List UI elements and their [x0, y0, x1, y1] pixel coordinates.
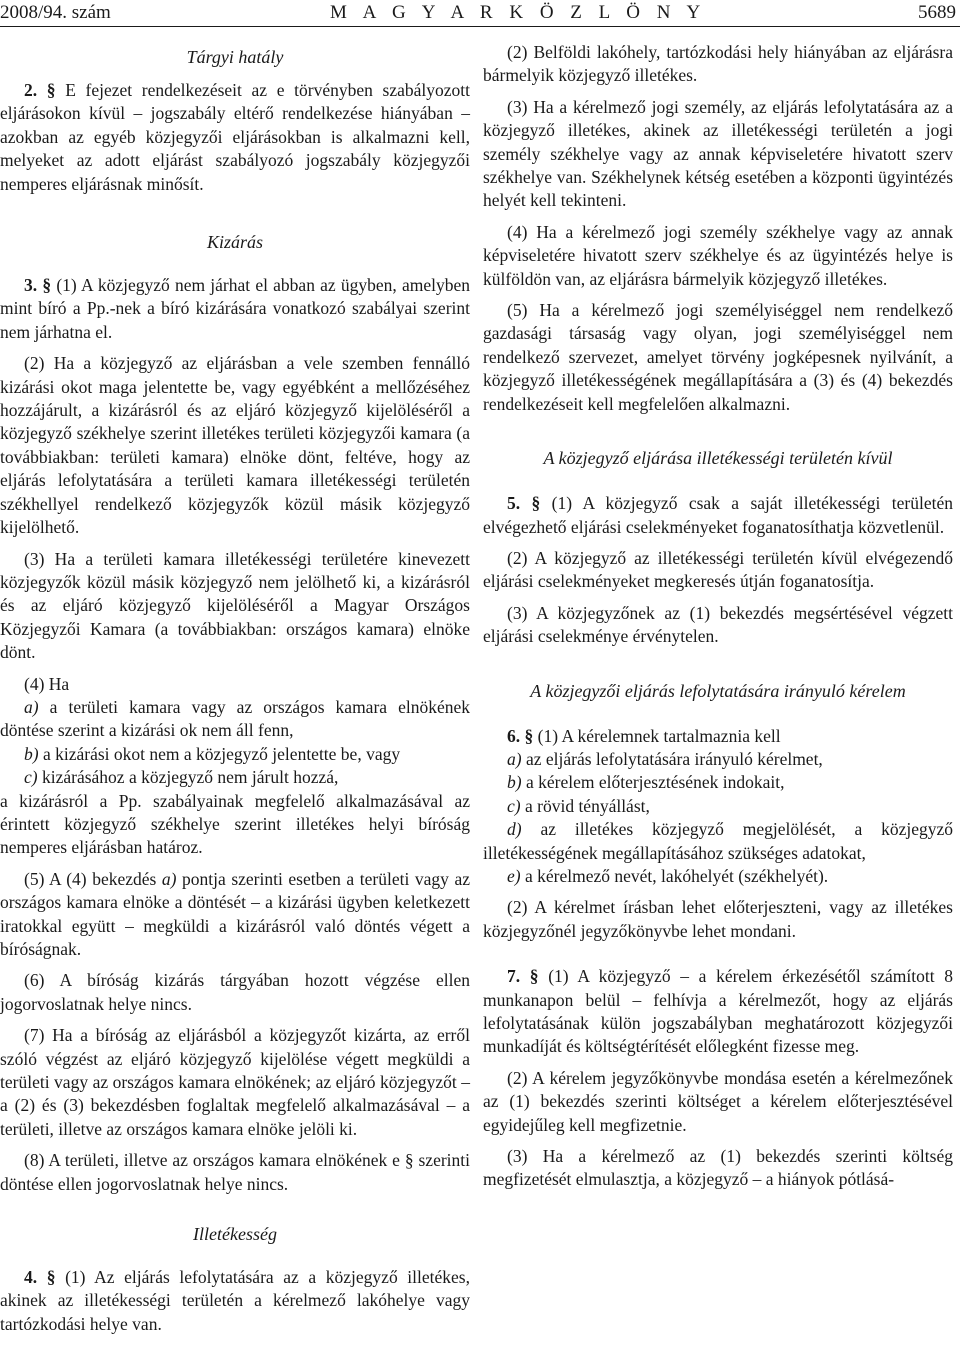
section-7-number: 7. § — [507, 966, 539, 987]
page-number: 5689 — [918, 2, 956, 23]
item-letter: c) — [24, 767, 38, 788]
section-6-a — [483, 748, 953, 771]
section-3-7: (7) Ha a bíróság az eljárásból a közjegyzőt kizárta, az erről szóló végzést az eljáró közjegyző kijelölése végett megküldi a területi vagy az országos kamara elnökének; az eljáró közjegyzőt – a (2) és (3) bekezdésben foglaltak megfelelő alkalmazásával – a területi, illetve az országos kamara elnöke jelöli ki. — [0, 1025, 470, 1139]
section-4-number: 4. § — [24, 1267, 56, 1288]
section-7-1 — [483, 965, 953, 1059]
page-header — [0, 0, 960, 26]
item-letter: d) — [507, 819, 522, 840]
section-5-number: 5. § — [507, 493, 541, 514]
section-6-b — [483, 771, 953, 794]
section-2-number: 2. § — [24, 80, 56, 100]
section-2-text: E fejezet rendelkezéseit az e törvényben szabályozott eljárásokon kívül – jogszabály eltérő rendelkezése hiányában – azokban az egyéb közjegyzői eljárásokban is alkalmazni kell, melyeket az adott eljárást szabályozó jogszabály közjegyzői nemperes eljárásnak minősít. — [0, 80, 470, 194]
heading-illetekessegi-teruleten-kivul: A közjegyző eljárása illetékességi területén kívül — [543, 448, 893, 469]
section-4-3: (3) Ha a kérelmező jogi személy, az eljárás lefolytatására az a közjegyző illetékes, akinek az illetékességi területén a jogi személy székhelye vagy az annak képviseletére hivatott szerv székhelye van. Székhelynek kétség esetében a központi ügyintézés helyét kell tekinteni. — [483, 96, 953, 211]
item-letter: b) — [24, 743, 39, 764]
section-6-2: (2) A kérelmet írásban lehet előterjeszteni, vagy az illetékes közjegyzőnél jegyzőkönyvbe lehet mondani. — [483, 897, 953, 941]
section-2 — [0, 79, 470, 196]
section-4-2: (2) Belföldi lakóhely, tartózkodási hely hiányában az eljárásra bármelyik közjegyző illetékes. — [483, 42, 953, 86]
section-7-3: (3) Ha a kérelmező az (1) bekezdés szerinti költség megfizetését elmulasztja, a közjegyző – a hiányok pótlásá- — [483, 1146, 953, 1190]
item-letter: a) — [507, 748, 522, 769]
item-letter: b) — [507, 772, 522, 793]
section-3-6: (6) A bíróság kizárás tárgyában hozott végzése ellen jogorvoslatnak helye nincs. — [0, 970, 470, 1014]
header-rule — [0, 26, 960, 27]
section-7-2: (2) A kérelem jegyzőkönyvbe mondása esetén a kérelmezőnek az (1) bekezdés szerinti költséget a kérelem előterjesztésével egyidejűleg kell megfizetnie. — [483, 1067, 953, 1135]
heading-targyi-hataly: Tárgyi hatály — [186, 47, 284, 67]
section-3-1 — [0, 274, 470, 344]
heading-kizaras: Kizárás — [206, 232, 264, 253]
item-text: az eljárás lefolytatására irányuló kérelmet, — [525, 748, 823, 769]
section-4-1-text: (1) Az eljárás lefolytatására az a közjegyző illetékes, akinek az illetékességi területén a kérelmező lakóhelye vagy tartózkodási helye van. — [0, 1267, 470, 1334]
item-text: az illetékes közjegyző megjelölését, a közjegyző illetékességének megállapításához szükséges adatokat, — [483, 819, 953, 863]
right-column — [483, 41, 953, 1200]
section-3-1-text: (1) A közjegyző nem járhat el abban az ügyben, amelyben mint bíró a Pp.-nek a bíró kizárására vonatkozó szabályai szerint nem járhatna el. — [0, 275, 471, 342]
item-text: a területi kamara vagy az országos kamara elnökének döntése szerint a kizárási ok nem áll fenn, — [0, 696, 471, 741]
item-text: a rövid tényállást, — [524, 795, 650, 816]
section-6-d — [483, 818, 953, 865]
section-3-4-a — [0, 696, 470, 743]
section-7-1-text: (1) A közjegyző – a kérelem érkezésétől számított 8 munkanapon belül – felhívja a kérelmezőt, hogy az eljárás lefolytatásának külön jogszabályban meghatározott közjegyzői munkadíját és költségtérítését előlegként fizesse meg. — [483, 966, 954, 1057]
section-5-1-text: (1) A közjegyző csak a saját illetékességi területén elvégezhető eljárási cselekményeket foganatosíthatja közvetlenül. — [483, 493, 954, 537]
section-6-c — [483, 795, 953, 818]
item-text: a kérelmező nevét, lakóhelyét (székhelyét). — [524, 865, 829, 886]
heading-illetekesseg: Illetékesség — [193, 1224, 277, 1245]
section-6-1-text: (1) A kérelemnek tartalmaznia kell — [537, 725, 781, 746]
item-letter: a) — [24, 696, 39, 717]
section-3-3: (3) Ha a területi kamara illetékességi területére kinevezett közjegyzők közül másik közjegyző nem jelölhető ki, a kizárásról és az eljáró közjegyző kijelöléséről a Magyar Országos Közjegyzői Kamara (a továbbiakban: országos kamara) elnöke dönt. — [0, 548, 470, 663]
section-6-number: 6. § — [507, 725, 534, 746]
journal-title: M A G Y A R K Ö Z L Ö N Y — [330, 2, 707, 23]
section-3-4-intro: (4) Ha — [24, 673, 70, 694]
section-3-2: (2) Ha a közjegyző az eljárásban a vele szemben fennálló kizárási okot maga jelentette be, vagy egyébként a mellőzéséhez hozzájárult, a kizárásról és az eljáró közjegyző kijelöléséről a közjegyző székhelye szerint illetékes területi közjegyzői kamara (a továbbiakban: területi kamara) elnöke dönt, feltéve, hogy az eljárás lefolytatására a területi kamara illetékességi területén székhellyel rendelkező közjegyzők közül másik közjegyző kijelölhető. — [0, 353, 470, 538]
section-5-2: (2) A közjegyző az illetékességi területén kívül elvégezendő eljárási cselekményeket megkeresés útján foganatosítja. — [483, 547, 953, 592]
section-4-5: (5) Ha a kérelmező jogi személyiséggel nem rendelkező gazdasági társaság vagy olyan, jogi személyiséggel nem rendelkező szervezet, amelyet törvény jogképesnek nyilvánít, a közjegyző illetékességének megállapítására a (3) és (4) bekezdés rendelkezéseit kell megfelelően alkalmazni. — [483, 300, 953, 414]
section-6-e — [483, 865, 953, 888]
section-3-5 — [0, 868, 470, 962]
section-3-8: (8) A területi, illetve az országos kamara elnökének e § szerinti döntése ellen jogorvoslatnak helye nincs. — [0, 1150, 470, 1194]
item-letter: e) — [507, 865, 521, 886]
item-text: a kizárási okot nem a közjegyző jelentette be, vagy — [42, 743, 401, 764]
section-3-4-b — [0, 743, 470, 766]
left-column — [0, 41, 470, 1344]
section-6-1 — [483, 725, 953, 748]
section-3-4-tail: a kizárásról a Pp. szabályainak megfelelő alkalmazásával az érintett közjegyző székhelye szerint illetékes helyi bíróság nemperes eljárásban határoz. — [0, 790, 470, 858]
item-letter: a) — [161, 868, 177, 889]
section-3-5-pre: (5) A (4) bekezdés — [24, 868, 157, 889]
section-3-5-post: pontja szerinti esetben a területi vagy az országos kamara elnöke a döntését – a kizárási ügyben keletkezett iratokkal együtt – megküldi a kizárásról való döntés végett a bíróságnak. — [0, 868, 470, 959]
item-letter: c) — [507, 795, 521, 816]
section-4-1 — [0, 1266, 470, 1336]
section-5-1 — [483, 492, 953, 539]
section-3-number: 3. § — [24, 275, 52, 296]
heading-kerelem: A közjegyzői eljárás lefolytatására irányuló kérelem — [530, 680, 906, 701]
item-text: a kérelem előterjesztésének indokait, — [525, 772, 785, 793]
section-5-3: (3) A közjegyzőnek az (1) bekezdés megsértésével végzett eljárási cselekménye érvénytelen. — [483, 602, 953, 647]
issue-number: 2008/94. szám — [0, 2, 111, 23]
section-3-4-c — [0, 766, 470, 789]
item-text: kizárásához a közjegyző nem járult hozzá, — [41, 767, 339, 788]
section-4-4: (4) Ha a kérelmező jogi személy székhelye vagy az annak képviseletére hivatott szerv székhelye és az ügyintézés helye is külföldön van, az eljárásra bármelyik közjegyző illetékes. — [483, 221, 953, 289]
